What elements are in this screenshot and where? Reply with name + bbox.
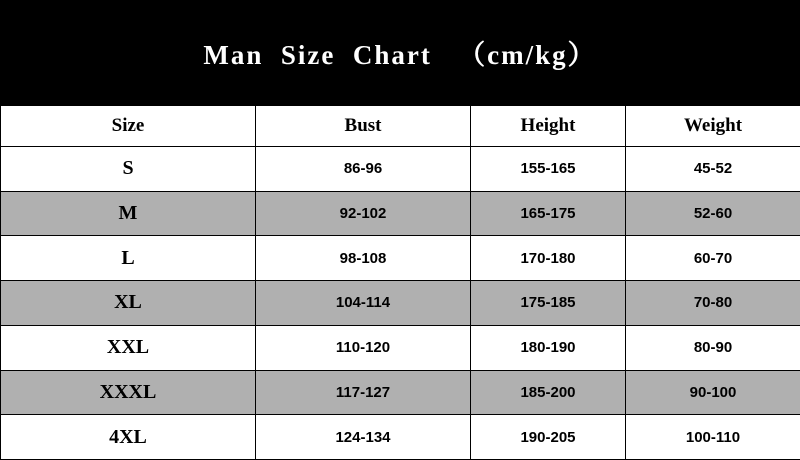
cell-weight: 80-90	[626, 325, 800, 370]
cell-weight: 45-52	[626, 147, 800, 192]
cell-height: 190-205	[471, 415, 626, 460]
table-row	[1, 236, 800, 281]
cell-bust: 117-127	[256, 370, 471, 415]
cell-height: 180-190	[471, 325, 626, 370]
cell-size: L	[1, 236, 256, 281]
column-header-height: Height	[471, 106, 626, 147]
cell-weight: 60-70	[626, 236, 800, 281]
cell-size: XXL	[1, 325, 256, 370]
cell-size: M	[1, 191, 256, 236]
cell-bust: 86-96	[256, 147, 471, 192]
cell-size: 4XL	[1, 415, 256, 460]
cell-size: S	[1, 147, 256, 192]
cell-bust: 98-108	[256, 236, 471, 281]
cell-height: 155-165	[471, 147, 626, 192]
table-row	[1, 147, 800, 192]
table-row	[1, 415, 800, 460]
table-row	[1, 281, 800, 326]
cell-bust: 110-120	[256, 325, 471, 370]
table-row	[1, 325, 800, 370]
table-row	[1, 370, 800, 415]
cell-weight: 52-60	[626, 191, 800, 236]
cell-height: 170-180	[471, 236, 626, 281]
table-header-row	[1, 106, 800, 147]
cell-bust: 92-102	[256, 191, 471, 236]
page-title: Man Size Chart （cm/kg）	[203, 40, 597, 70]
cell-weight: 90-100	[626, 370, 800, 415]
column-header-bust: Bust	[256, 106, 471, 147]
table-body	[1, 147, 800, 460]
column-header-size: Size	[1, 106, 256, 147]
size-table	[0, 105, 800, 460]
cell-size: XXXL	[1, 370, 256, 415]
cell-bust: 124-134	[256, 415, 471, 460]
cell-weight: 100-110	[626, 415, 800, 460]
cell-size: XL	[1, 281, 256, 326]
table-header	[1, 106, 800, 147]
cell-bust: 104-114	[256, 281, 471, 326]
table-row	[1, 191, 800, 236]
cell-weight: 70-80	[626, 281, 800, 326]
cell-height: 175-185	[471, 281, 626, 326]
chart-title-bar	[0, 0, 800, 105]
cell-height: 165-175	[471, 191, 626, 236]
column-header-weight: Weight	[626, 106, 800, 147]
cell-height: 185-200	[471, 370, 626, 415]
